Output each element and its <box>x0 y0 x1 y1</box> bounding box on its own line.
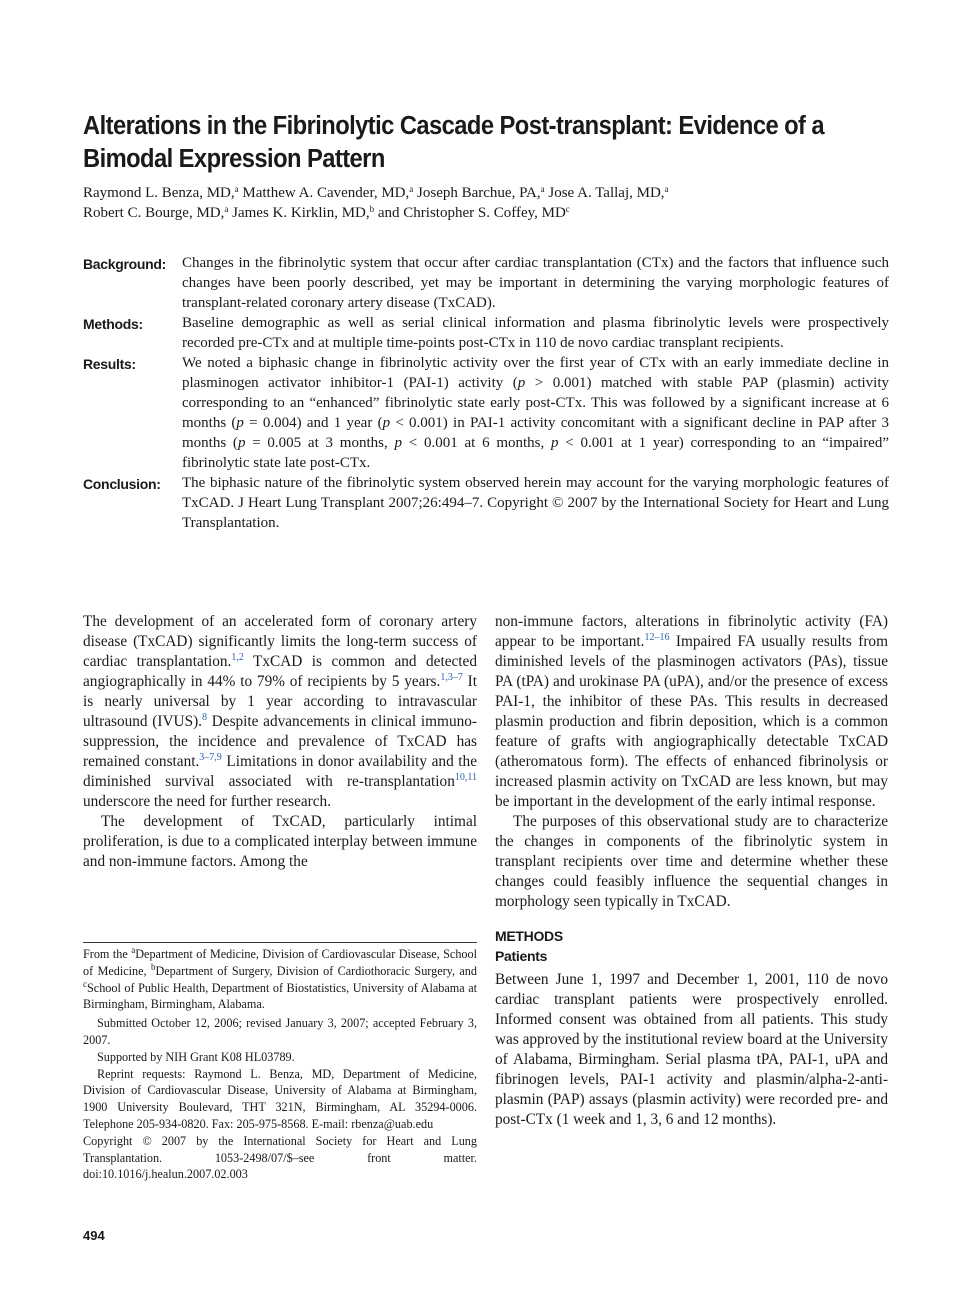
affiliation-marker: c <box>83 978 87 989</box>
section-heading-methods: METHODS <box>495 928 563 944</box>
affiliation-marker: a <box>664 184 669 194</box>
text-run: From the <box>83 947 132 961</box>
reference-link[interactable]: 8 <box>202 712 208 723</box>
p-value-symbol: p <box>517 375 526 391</box>
text-run: It is nearly universal by 1 year according to intravascular ultrasound (IVUS). <box>83 673 477 730</box>
text-run: The development of an accelerated form of coronary artery disease (TxCAD) significantly limits the long-term success of cardiac transplantation. <box>83 613 477 670</box>
abstract-text <box>182 353 889 473</box>
affiliation-marker: b <box>369 204 375 214</box>
abstract-background <box>83 253 889 313</box>
text-run: Limitations in donor availability and the diminished survival associated with re-transplantation <box>83 753 477 790</box>
abstract <box>83 253 889 533</box>
abstract-label: Conclusion: <box>83 476 161 492</box>
body-paragraph: Between June 1, 1997 and December 1, 2001, 110 de novo cardiac transplant patients were prospectively enrolled. Informed consent was obtained from all patients. This study was approved by the institutional review board at the University of Alabama, Birmingham. Serial plasma tPA, PAI-1, uPA and fibrinogen levels, PAI-1 activity and plasmin/alpha-2-anti-plasmin (PAP) assays (plasmin activity) were recorded pre- and post-CTx (1 week and 1, 3, 6 and 12 months). <box>495 971 888 1128</box>
author-name: and Christopher S. Coffey, MD <box>374 205 566 221</box>
abstract-text: Baseline demographic as well as serial clinical information and plasma fibrinolytic levels were prospectively recorded pre-CTx and at multiple time-points post-CTx in 110 de novo cardiac transplant recipients. <box>182 315 889 351</box>
footnote-divider <box>83 942 477 943</box>
abstract-methods <box>83 313 889 353</box>
text-run: non-immune factors, alterations in fibrinolytic activity (FA) appear to be important. <box>495 613 888 650</box>
abstract-results <box>83 353 889 473</box>
footnote-reprint: Reprint requests: Raymond L. Benza, MD, Department of Medicine, Division of Cardiovascular Disease, University of Alabama at Birmingham, 1900 University Boulevard, THT 321N, Birmingham, AL 35294-0006. Telephone 205-934-0820. Fax: 205-975-8568. E-mail: rbenza@uab.edu <box>83 1066 477 1131</box>
abstract-label: Background: <box>83 256 167 272</box>
subsection-heading-patients: Patients <box>495 948 548 964</box>
text-run: Impaired FA usually results from diminished levels of the plasminogen activators (PAs), tissue PA (tPA) and urokinase PA (uPA), and/or the presence of excess PAI-1, the inhibitor of these PAs. This results in decreased plasmin production and fibrin deposition, which is a common feature of grafts with angiographically detectable TxCAD (atheromatous form). The effects of enhanced fibrinolysis or increased plasmin activity on TxCAD are less known, but may be important in the development of the early intimal response. <box>495 633 888 810</box>
affiliation-marker: a <box>234 184 239 194</box>
p-value-symbol: p <box>237 435 246 451</box>
affiliation-marker: a <box>409 184 414 194</box>
affiliation-marker: a <box>224 204 229 214</box>
p-value-symbol: p <box>382 415 391 431</box>
text-run: < 0.001) in PAI-1 activity concomitant with a significant decline in PAP after 3 months ( <box>182 415 890 451</box>
footnote-affiliations <box>83 946 477 1013</box>
text-run: < 0.001 at 6 months, <box>401 435 552 451</box>
footnotes <box>83 946 477 1183</box>
body-left-column <box>83 612 477 872</box>
abstract-text: Changes in the fibrinolytic system that occur after cardiac transplantation (CTx) and the factors that influence such changes have been poorly described, yet may be important in determining the varying morphologic features of transplant-related coronary artery disease (TxCAD). <box>182 255 889 311</box>
affiliation-marker: b <box>150 961 156 972</box>
text-run: < 0.001 at 1 year) corresponding to an “impaired” fibrinolytic state late post-CTx. <box>182 435 890 471</box>
text-run: underscore the need for further research. <box>83 793 332 810</box>
body-paragraph <box>83 612 477 812</box>
abstract-text: The biphasic nature of the fibrinolytic system observed herein may account for the varying morphologic features of TxCAD. J Heart Lung Transplant 2007;26:494–7. Copyright © 2007 by the International Society for Heart and Lung Transplantation. <box>182 475 889 531</box>
footnote-copyright: Copyright © 2007 by the International Society for Heart and Lung Transplantation. 1053-2498/07/$–see front matter. doi:10.1016/j.healun.2007.02.003 <box>83 1133 477 1182</box>
body-paragraph: The purposes of this observational study are to characterize the changes in components of the fibrinolytic system in transplant recipients over time and determine whether these changes could feasibly influence the sequential changes in morphology seen typically in TxCAD. <box>495 813 888 910</box>
article-title: Alterations in the Fibrinolytic Cascade Post-transplant: Evidence of a Bimodal Expression Pattern <box>83 112 825 173</box>
p-value-symbol: p <box>551 435 559 451</box>
text-run: School of Public Health, Department of Biostatistics, University of Alabama at Birmingham, Birmingham, Alabama. <box>83 980 477 1012</box>
author-name: James K. Kirklin, MD, <box>228 205 370 221</box>
text-run: = 0.004) and 1 year ( <box>243 415 383 431</box>
reference-link[interactable]: 1,2 <box>231 652 244 663</box>
text-run: > 0.001) matched with stable PAP (plasmin) activity corresponding to an “enhanced” fibrinolytic state early post-CTx. This was followed by a significant increase at 6 months ( <box>182 375 889 431</box>
author-name: Joseph Barchue, PA, <box>413 185 541 201</box>
footnote-submitted: Submitted October 12, 2006; revised January 3, 2007; accepted February 3, 2007. <box>83 1016 477 1047</box>
affiliation-marker: a <box>540 184 545 194</box>
footnote-supported: Supported by NIH Grant K08 HL03789. <box>97 1049 295 1064</box>
reference-link[interactable]: 10,11 <box>454 772 477 783</box>
author-name: Jose A. Tallaj, MD, <box>544 185 665 201</box>
p-value-symbol: p <box>236 415 244 431</box>
page-number: 494 <box>83 1228 105 1243</box>
text-run: TxCAD is common and detected angiographically in 44% to 79% of recipients by 5 years. <box>83 653 477 690</box>
affiliation-marker: a <box>131 945 136 955</box>
p-value-symbol: p <box>394 435 402 451</box>
author-list <box>83 183 893 223</box>
abstract-label: Results: <box>83 356 136 372</box>
body-paragraph <box>495 612 888 812</box>
text-run: = 0.005 at 3 months, <box>245 435 395 451</box>
text-run: Despite advancements in clinical immuno-suppression, the incidence and prevalence of TxCAD has remained constant. <box>83 713 477 770</box>
author-name: Robert C. Bourge, MD, <box>83 205 225 221</box>
author-line-1 <box>83 183 893 203</box>
author-name: Raymond L. Benza, MD, <box>83 185 235 201</box>
author-line-2 <box>83 203 893 223</box>
body-paragraph: The development of TxCAD, particularly intimal proliferation, is due to a complicated interplay between immune and non-immune factors. Among the <box>83 813 477 870</box>
reference-link[interactable]: 1,3–7 <box>440 672 463 683</box>
author-name: Matthew A. Cavender, MD, <box>238 185 410 201</box>
abstract-label: Methods: <box>83 316 143 332</box>
text-run: Department of Surgery, Division of Cardiothoracic Surgery, and <box>155 963 477 978</box>
reference-link[interactable]: 3–7,9 <box>199 752 222 763</box>
body-right-column <box>495 612 888 1130</box>
reference-link[interactable]: 12–16 <box>644 632 670 643</box>
text-run: We noted a biphasic change in fibrinolytic activity over the first year of CTx with an early immediate decline in plasminogen activator inhibitor-1 (PAI-1) activity ( <box>182 355 889 391</box>
affiliation-marker: c <box>565 204 570 214</box>
abstract-conclusion <box>83 473 889 533</box>
text-run: Department of Medicine, Division of Cardiovascular Disease, School of Medicine, <box>83 947 477 978</box>
